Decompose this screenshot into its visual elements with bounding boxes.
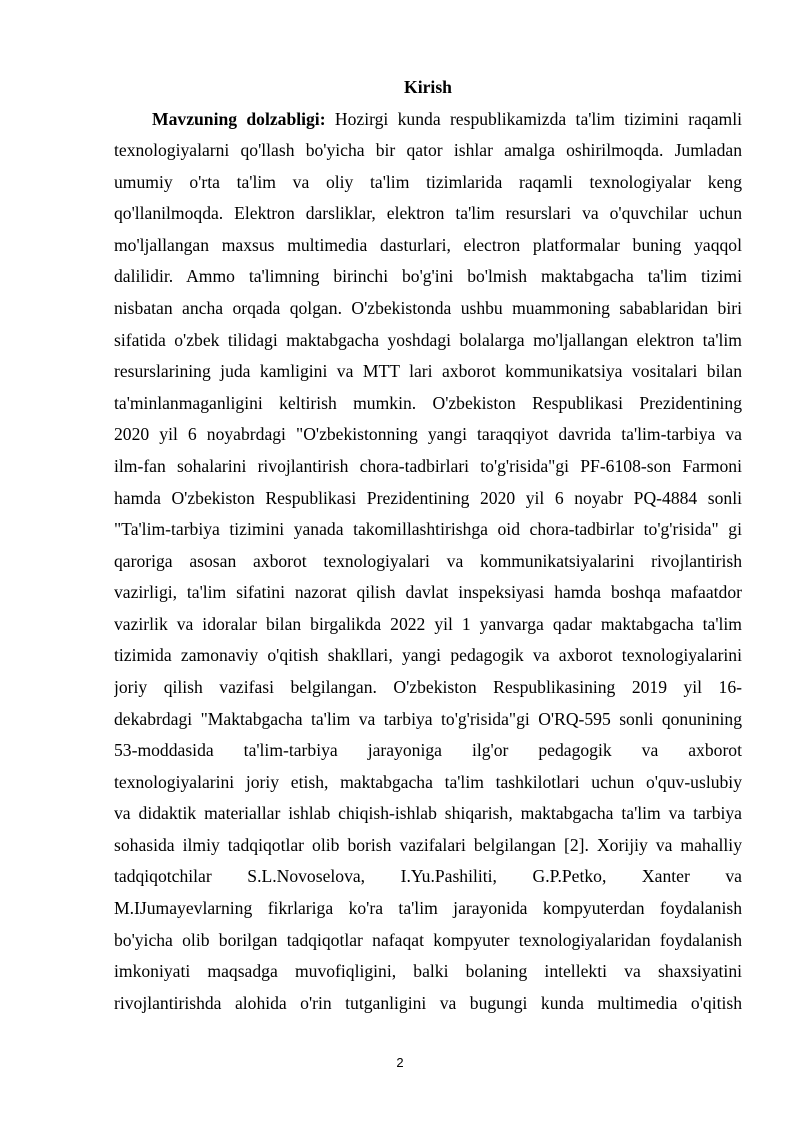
paragraph-line: bo'yicha olib borilgan tadqiqotlar nafaqat kompyuter texnologiyalaridan foydalanish (114, 929, 742, 950)
paragraph-line: vazirlik va idoralar bilan birgalikda 2022 yil 1 yanvarga qadar maktabgacha ta'lim (114, 613, 742, 634)
lead-term: Mavzuning dolzabligi: (152, 108, 326, 129)
paragraph-line: tadqiqotchilar S.L.Novoselova, I.Yu.Pashiliti, G.P.Petko, Xanter va (114, 866, 742, 887)
paragraph-line: va didaktik materiallar ishlab chiqish-ishlab shiqarish, maktabgacha ta'lim va tarbiya (114, 803, 742, 824)
paragraph-line: "Ta'lim-tarbiya tizimini yanada takomillashtirishga oid chora-tadbirlar to'g'risida" gi (114, 519, 742, 540)
paragraph-line: umumiy o'rta ta'lim va oliy ta'lim tizimlarida raqamli texnologiyalar keng (114, 171, 742, 192)
paragraph-line: sifatida o'zbek tilidagi maktabgacha yoshdagi bolalarga mo'ljallangan elektron ta'lim (114, 329, 742, 350)
paragraph-line: 2020 yil 6 noyabrdagi "O'zbekistonning yangi taraqqiyot davrida ta'lim-tarbiya va (114, 424, 742, 445)
paragraph-line: sohasida ilmiy tadqiqotlar olib borish vazifalari belgilangan [2]. Xorijiy va mahalliy (114, 834, 742, 855)
paragraph-line: qaroriga asosan axborot texnologiyalari va kommunikatsiyalarini rivojlantirish (114, 550, 742, 571)
paragraph-line: texnologiyalarni qo'llash bo'yicha bir qator ishlar amalga oshirilmoqda. Jumladan (114, 140, 742, 161)
section-heading: Kirish (404, 77, 452, 97)
paragraph-line: hamda O'zbekiston Respublikasi Prezidentining 2020 yil 6 noyabr PQ-4884 sonli (114, 487, 742, 508)
line-text: Hozirgi kunda respublikamizda ta'lim tizimini raqamli (325, 108, 742, 129)
paragraph-line: tizimida zamonaviy o'qitish shakllari, yangi pedagogik va axborot texnologiyalarini (114, 645, 742, 666)
body-paragraph (114, 104, 742, 1020)
paragraph-line: ilm-fan sohalarini rivojlantirish chora-tadbirlari to'g'risida"gi PF-6108-son Farmoni (114, 455, 742, 476)
paragraph-line: mo'ljallangan maxsus multimedia dasturlari, electron platformalar buning yaqqol (114, 234, 742, 255)
paragraph-line: dekabrdagi "Maktabgacha ta'lim va tarbiya to'g'risida"gi O'RQ-595 sonli qonunining (114, 708, 742, 729)
paragraph-line: texnologiyalarini joriy etish, maktabgacha ta'lim tashkilotlari uchun o'quv-uslubiy (114, 771, 742, 792)
document-body (114, 72, 742, 1019)
paragraph-line: qo'llanilmoqda. Elektron darsliklar, elektron ta'lim resurslari va o'quvchilar uchun (114, 203, 742, 224)
paragraph-line: rivojlantirishda alohida o'rin tutganligini va bugungi kunda multimedia o'qitish (114, 992, 742, 1013)
paragraph-line: dalilidir. Ammo ta'limning birinchi bo'g'ini bo'lmish maktabgacha ta'lim tizimi (114, 266, 742, 287)
paragraph-line: 53-moddasida ta'lim-tarbiya jarayoniga ilg'or pedagogik va axborot (114, 740, 742, 761)
paragraph-line: ta'minlanmaganligini keltirish mumkin. O'zbekiston Respublikasi Prezidentining (114, 392, 742, 413)
paragraph-line: M.IJumayevlarning fikrlariga ko'ra ta'lim jarayonida kompyuterdan foydalanish (114, 898, 742, 919)
paragraph-line: vazirligi, ta'lim sifatini nazorat qilish davlat inspeksiyasi hamda boshqa mafaatdor (114, 582, 742, 603)
paragraph-line: resurslarining juda kamligini va MTT lari axborot kommunikatsiya vositalari bilan (114, 361, 742, 382)
paragraph-line (114, 104, 742, 136)
paragraph-line: imkoniyati maqsadga muvofiqligini, balki bolaning intellekti va shaxsiyatini (114, 961, 742, 982)
paragraph-line: joriy qilish vazifasi belgilangan. O'zbekiston Respublikasining 2019 yil 16- (114, 677, 742, 697)
paragraph-line: nisbatan ancha orqada qolgan. O'zbekistonda ushbu muammoning sabablaridan biri (114, 298, 742, 319)
page-number: 2 (396, 1055, 404, 1070)
